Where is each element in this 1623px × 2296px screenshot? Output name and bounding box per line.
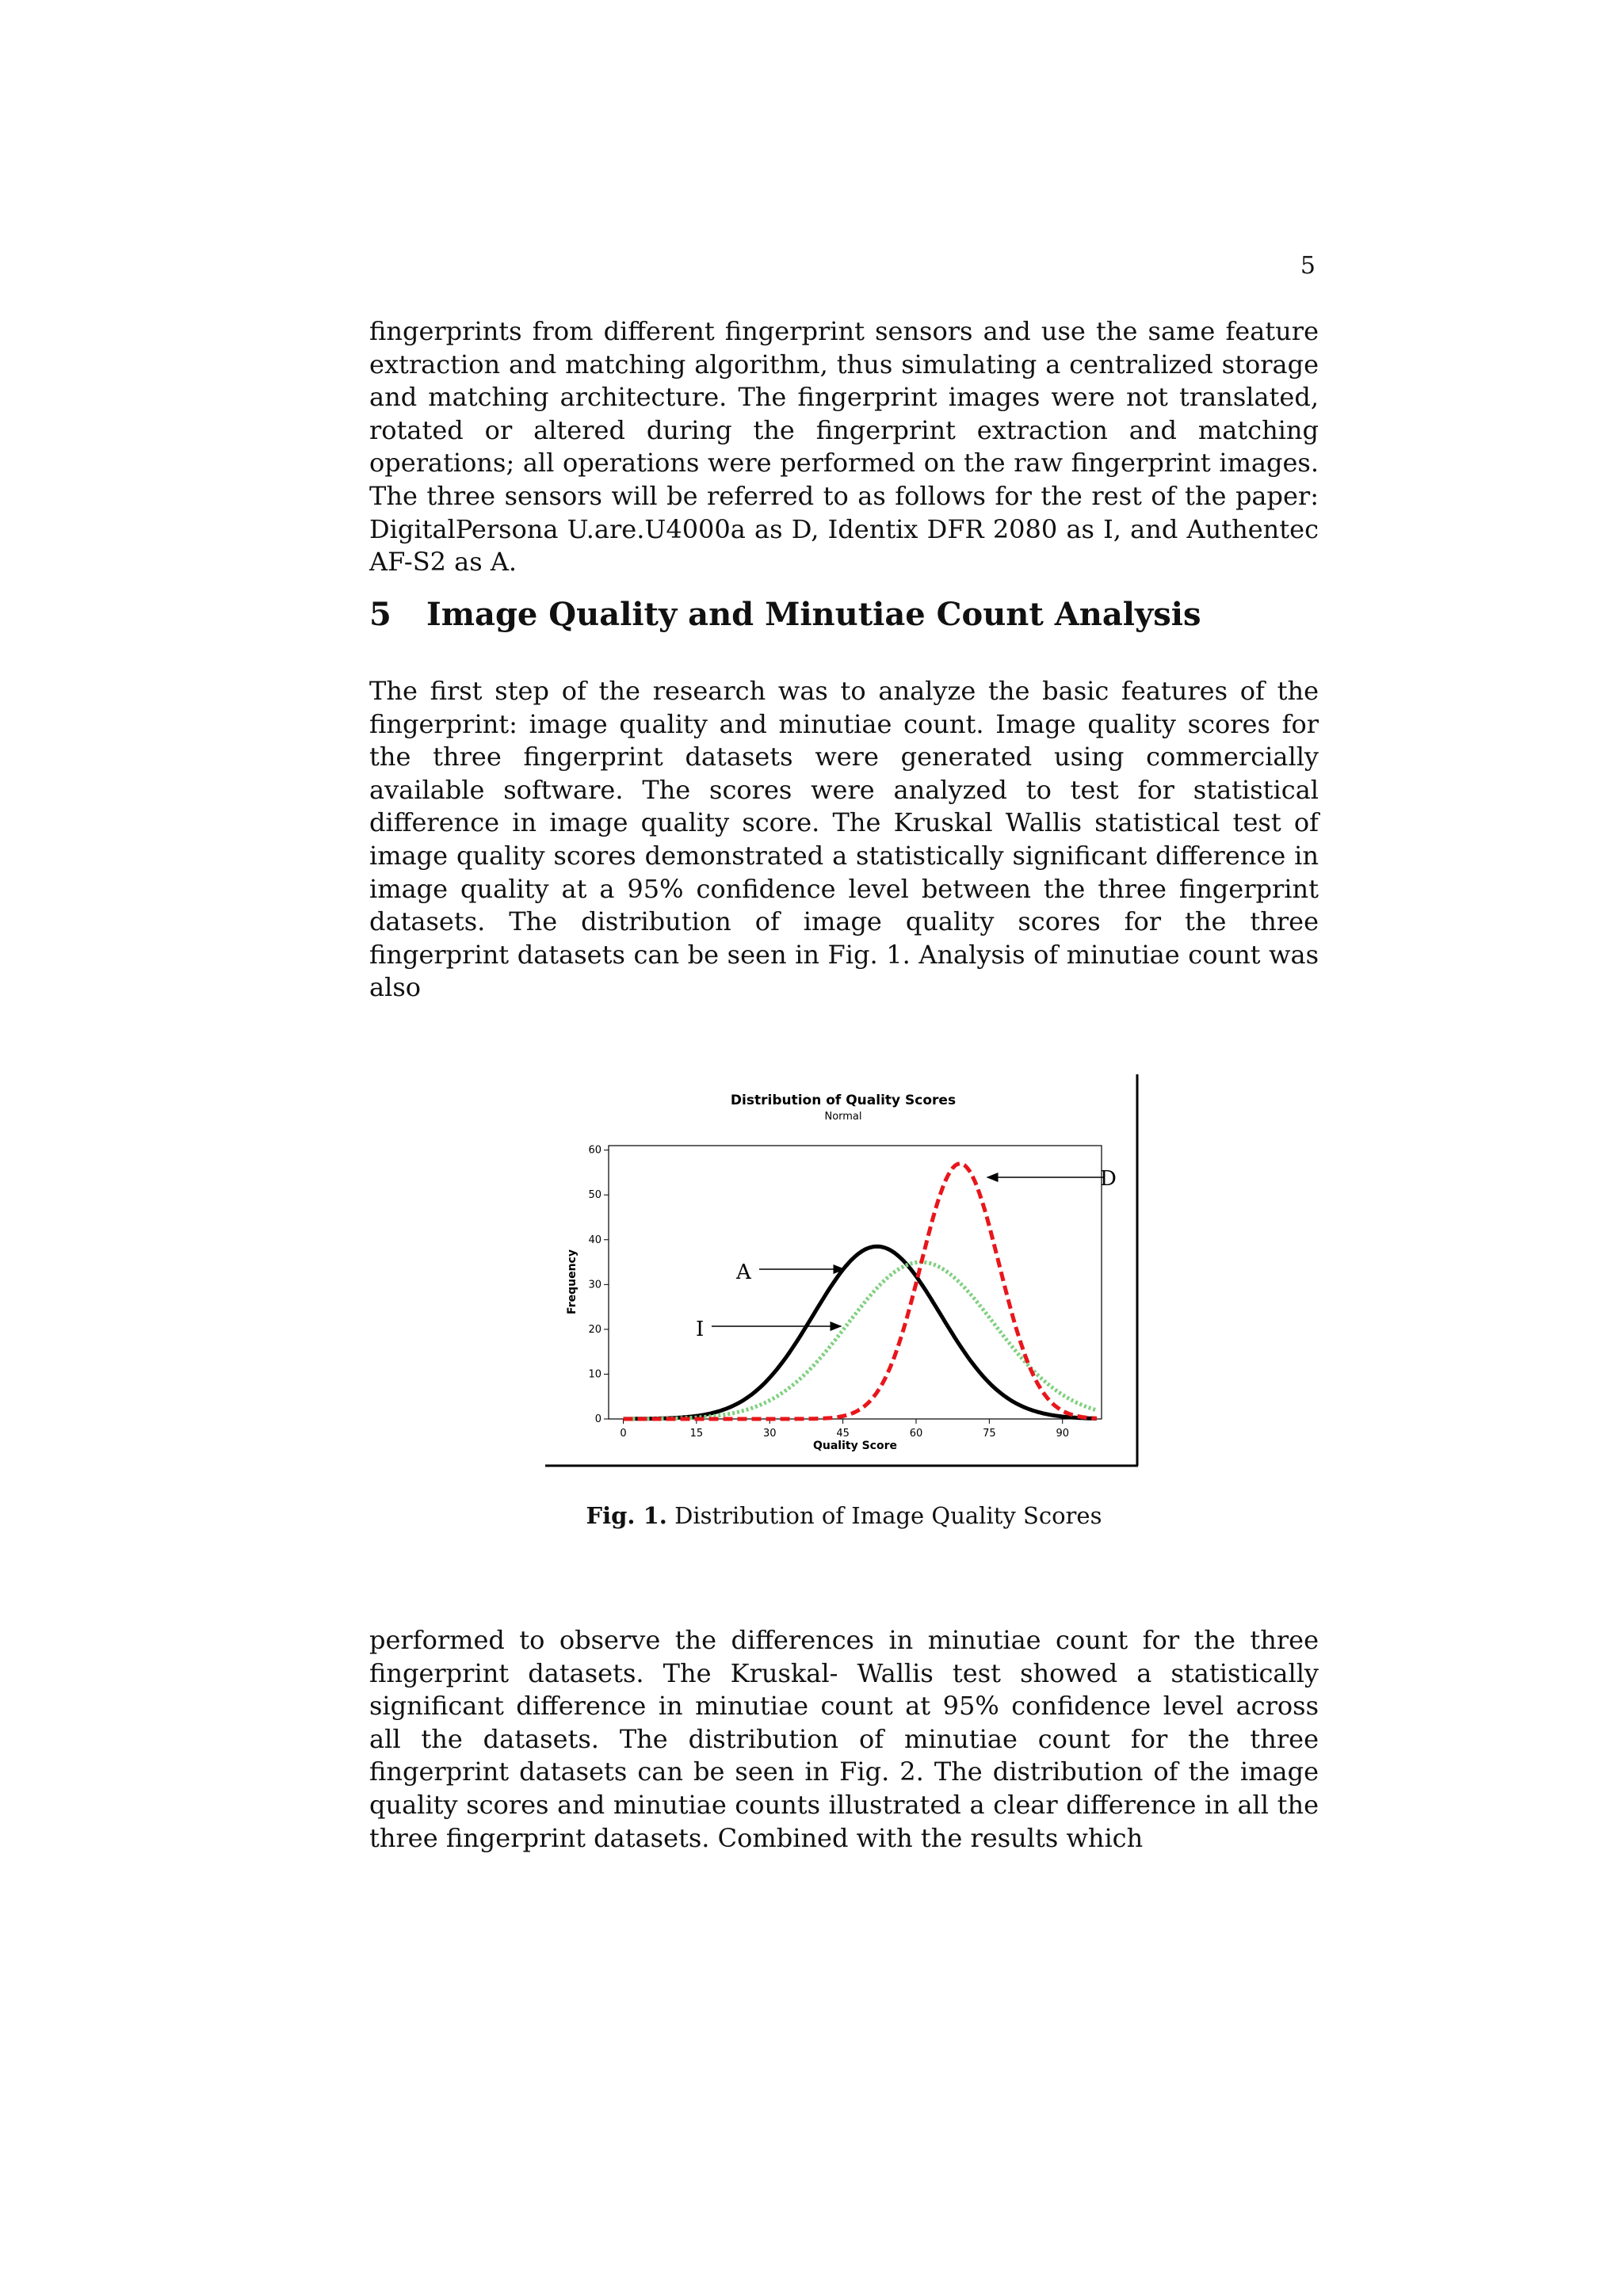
x-tick-label: 90: [1056, 1428, 1070, 1440]
y-tick-label: 20: [588, 1323, 601, 1336]
annotation-a: [735, 1261, 844, 1284]
y-tick-label: 30: [588, 1279, 601, 1291]
paragraph-quality-analysis: The first step of the research was to analyze the basic features of the fingerprint: image quality and minutiae count. Image quality scores for the three fingerprint datasets were generated using commercially available software. The scores were analyzed to test for statistical difference in image quality score. The Kruskal Wallis statistical test of image quality scores demonstrated a statistically significant difference in image quality at a 95% confidence level between the three fingerprint datasets. The distribution of image quality scores for the three fingerprint datasets can be seen in Fig. 1. Analysis of minutiae count was also: [369, 676, 1319, 1003]
annotation-d: [987, 1167, 1117, 1191]
annotation-label-i: I: [696, 1318, 705, 1341]
y-tick-label: 10: [588, 1368, 601, 1381]
figure-label: Fig. 1.: [586, 1502, 667, 1529]
chart-subtitle: Normal: [824, 1111, 862, 1123]
x-tick-label: 0: [620, 1428, 627, 1440]
page-number: 5: [1300, 252, 1316, 280]
section-title: Image Quality and Minutiae Count Analysis: [426, 596, 1201, 633]
annotation-label-a: A: [736, 1261, 751, 1284]
series-line-a: [624, 1246, 1097, 1419]
chart-title: Distribution of Quality Scores: [730, 1093, 957, 1108]
annotation-i: [696, 1318, 841, 1341]
x-tick-label: 75: [983, 1428, 996, 1440]
section-heading: [369, 596, 1319, 633]
series-line-d: [624, 1164, 1097, 1419]
figure-caption-text: Distribution of Image Quality Scores: [674, 1502, 1102, 1529]
y-tick-label: 50: [588, 1189, 601, 1202]
series-layer: [624, 1164, 1097, 1419]
y-axis-label: Frequency: [566, 1249, 579, 1314]
plot-area: [609, 1146, 1102, 1419]
x-tick-label: 15: [689, 1428, 704, 1440]
y-tick-label: 40: [588, 1234, 601, 1246]
section-number: 5: [369, 596, 391, 633]
figure-quality-distribution: [545, 1074, 1140, 1470]
x-tick-label: 45: [836, 1428, 850, 1440]
x-tick-label: 30: [762, 1428, 777, 1440]
quality-distribution-chart: [545, 1074, 1140, 1470]
y-tick-label: 60: [588, 1144, 601, 1157]
annotation-label-d: D: [1100, 1167, 1117, 1191]
x-axis-label: Quality Score: [812, 1440, 898, 1452]
figure-caption: [369, 1502, 1319, 1529]
series-line-i: [624, 1262, 1097, 1419]
paragraph-minutiae-analysis: performed to observe the differences in minutiae count for the three fingerprint datasets. The Kruskal- Wallis test showed a statistically significant difference in minutiae count at 95% confidence level across all the datasets. The distribution of minutiae count for the three fingerprint datasets can be seen in Fig. 2. The distribution of the image quality scores and minutiae counts illustrated a clear difference in all the three fingerprint datasets. Combined with the results which: [369, 1625, 1319, 1853]
y-tick-label: 0: [594, 1413, 601, 1425]
paragraph-intro: fingerprints from different fingerprint sensors and use the same feature extraction and matching algorithm, thus simulating a centralized storage and matching architecture. The fingerprint images were not translated, rotated or altered during the fingerprint extraction and matching operations; all operations were performed on the raw fingerprint images. The three sensors will be referred to as follows for the rest of the paper: DigitalPersona U.are.U4000a as D, Identix DFR 2080 as I, and Authentec AF-S2 as A.: [369, 316, 1319, 578]
x-tick-label: 60: [909, 1428, 923, 1440]
